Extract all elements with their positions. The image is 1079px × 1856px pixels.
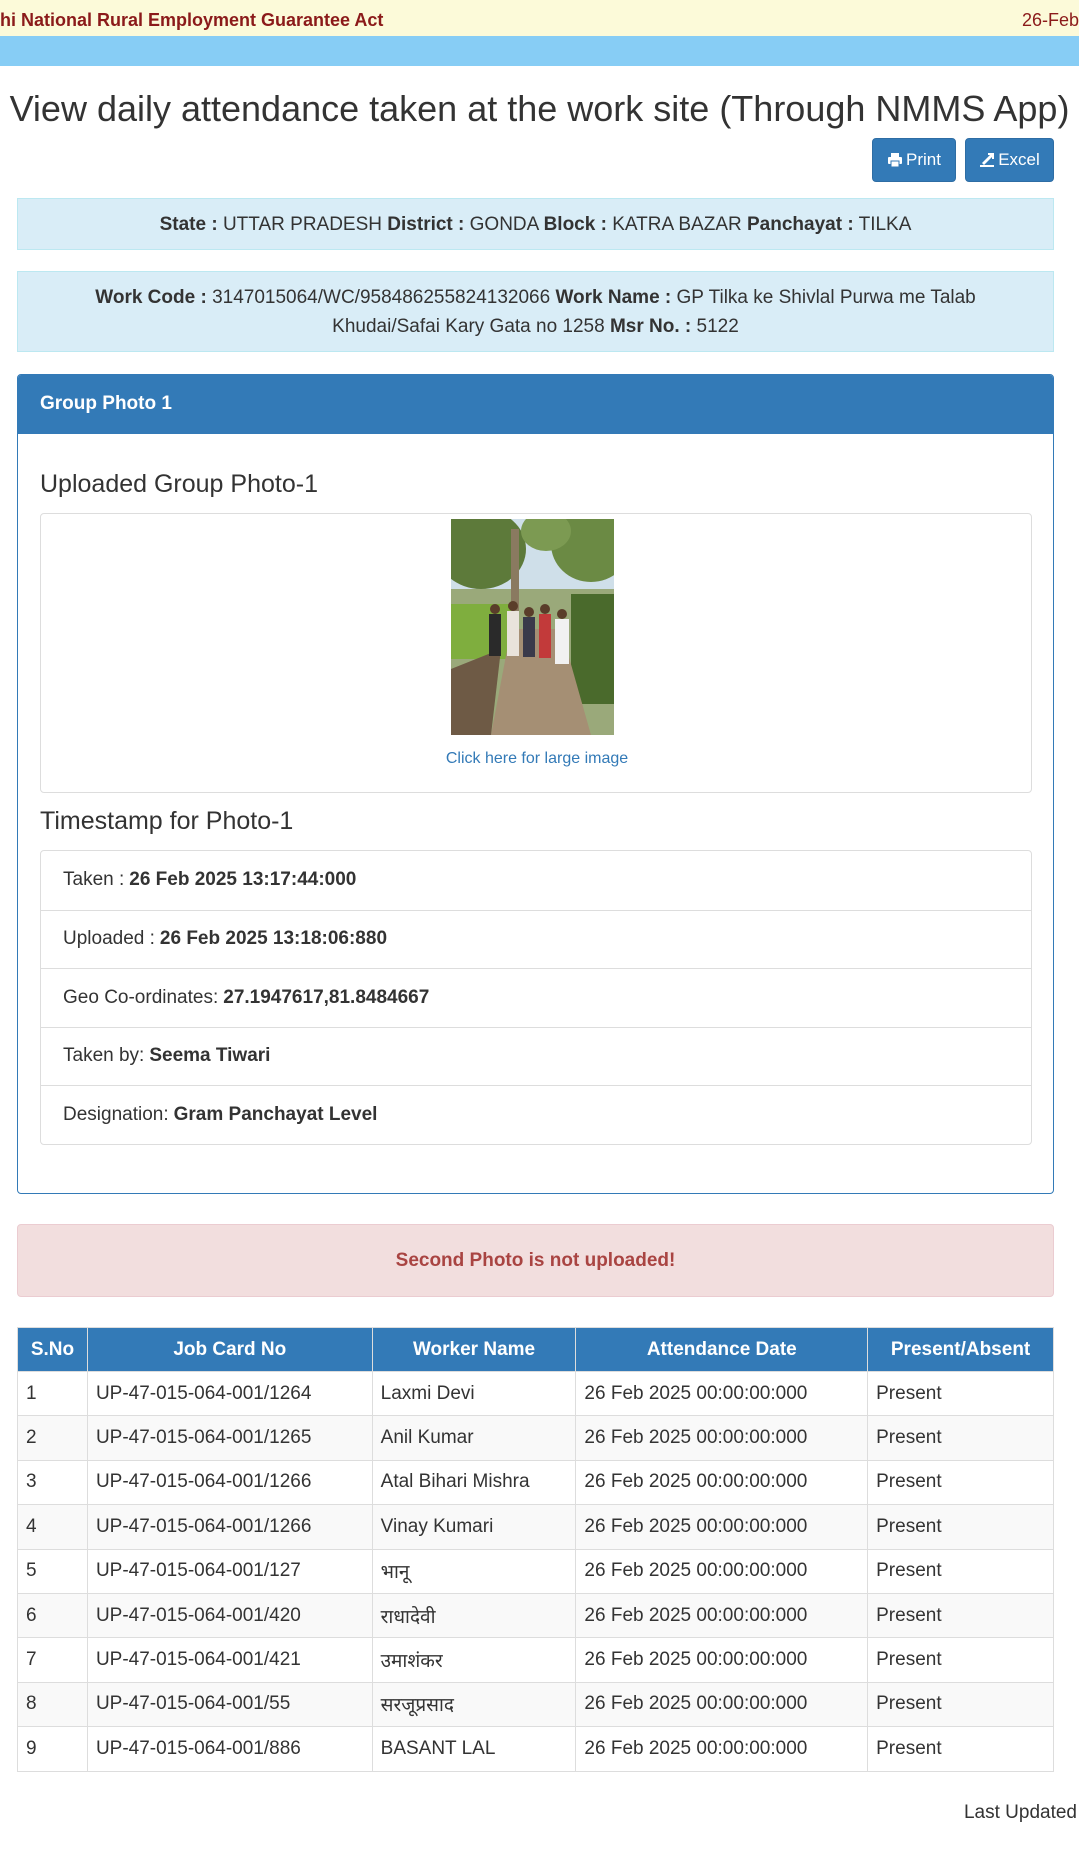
panel-heading: Group Photo 1	[18, 375, 1053, 434]
cell-status: Present	[868, 1460, 1054, 1504]
designation-label: Designation:	[63, 1103, 169, 1125]
msr-value: 5122	[696, 316, 739, 337]
last-updated: Last Updated	[963, 1802, 1077, 1823]
cell-status: Present	[868, 1505, 1054, 1549]
msr-label: Msr No. :	[609, 316, 692, 337]
cell-worker-name: Laxmi Devi	[372, 1372, 576, 1416]
export-icon	[979, 152, 995, 168]
cell-status: Present	[868, 1727, 1054, 1771]
table-row	[18, 1638, 1054, 1682]
timestamp-title: Timestamp for Photo-1	[40, 807, 294, 835]
cell-attendance-date: 26 Feb 2025 00:00:00:000	[576, 1505, 868, 1549]
cell-worker-name: सरजूप्रसाद	[372, 1682, 576, 1726]
cell-status: Present	[868, 1372, 1054, 1416]
detail-taken	[41, 851, 1031, 910]
cell-worker-name: भानू	[372, 1549, 576, 1593]
district-value: GONDA	[469, 214, 539, 235]
cell-attendance-date: 26 Feb 2025 00:00:00:000	[576, 1549, 868, 1593]
cell-status: Present	[868, 1416, 1054, 1460]
top-banner	[0, 0, 1079, 36]
detail-designation	[41, 1085, 1031, 1144]
cell-status: Present	[868, 1638, 1054, 1682]
photo-container	[40, 513, 1032, 793]
excel-button[interactable]	[965, 138, 1054, 182]
work-code-value: 3147015064/WC/958486255824132066	[212, 287, 551, 308]
table-row	[18, 1727, 1054, 1771]
state-label: State :	[159, 214, 218, 235]
cell-job-card: UP-47-015-064-001/420	[87, 1593, 372, 1637]
cell-attendance-date: 26 Feb 2025 00:00:00:000	[576, 1727, 868, 1771]
photo-details-list	[40, 850, 1032, 1145]
taken-by-label: Taken by:	[63, 1045, 145, 1067]
cell-worker-name: Atal Bihari Mishra	[372, 1460, 576, 1504]
cell-job-card: UP-47-015-064-001/421	[87, 1638, 372, 1682]
block-value: KATRA BAZAR	[612, 214, 742, 235]
table-row	[18, 1549, 1054, 1593]
cell-job-card: UP-47-015-064-001/1266	[87, 1460, 372, 1504]
cell-status: Present	[868, 1593, 1054, 1637]
cell-status: Present	[868, 1549, 1054, 1593]
cell-worker-name: Anil Kumar	[372, 1416, 576, 1460]
second-photo-alert: Second Photo is not uploaded!	[17, 1224, 1054, 1297]
cell-worker-name: Vinay Kumari	[372, 1505, 576, 1549]
col-attendance-date: Attendance Date	[576, 1328, 868, 1372]
cell-sno: 3	[18, 1460, 88, 1504]
detail-uploaded	[41, 910, 1031, 969]
table-row	[18, 1593, 1054, 1637]
act-title: hi National Rural Employment Guarantee Act	[0, 10, 384, 30]
col-worker-name: Worker Name	[372, 1328, 576, 1372]
printer-icon	[887, 152, 903, 168]
district-label: District :	[387, 214, 465, 235]
cell-sno: 6	[18, 1593, 88, 1637]
cell-attendance-date: 26 Feb 2025 00:00:00:000	[576, 1593, 868, 1637]
table-row	[18, 1682, 1054, 1726]
detail-geo	[41, 968, 1031, 1027]
group-photo-panel	[17, 374, 1054, 1194]
geo-label: Geo Co-ordinates:	[63, 986, 219, 1008]
cell-job-card: UP-47-015-064-001/886	[87, 1727, 372, 1771]
col-job-card: Job Card No	[87, 1328, 372, 1372]
group-photo[interactable]	[451, 519, 614, 735]
cell-attendance-date: 26 Feb 2025 00:00:00:000	[576, 1460, 868, 1504]
cell-sno: 9	[18, 1727, 88, 1771]
cell-worker-name: उमाशंकर	[372, 1638, 576, 1682]
table-row	[18, 1416, 1054, 1460]
table-row	[18, 1372, 1054, 1416]
cell-sno: 4	[18, 1505, 88, 1549]
col-sno: S.No	[18, 1328, 88, 1372]
uploaded-value: 26 Feb 2025 13:18:06:880	[159, 928, 388, 950]
cell-worker-name: राधादेवी	[372, 1593, 576, 1637]
cell-job-card: UP-47-015-064-001/1265	[87, 1416, 372, 1460]
page-title: View daily attendance taken at the work site (Through NMMS App)	[9, 88, 1070, 129]
cell-attendance-date: 26 Feb 2025 00:00:00:000	[576, 1372, 868, 1416]
uploaded-label: Uploaded :	[63, 928, 155, 950]
detail-taken-by	[41, 1027, 1031, 1086]
cell-job-card: UP-47-015-064-001/127	[87, 1549, 372, 1593]
cell-sno: 1	[18, 1372, 88, 1416]
table-row	[18, 1505, 1054, 1549]
taken-value: 26 Feb 2025 13:17:44:000	[129, 869, 357, 891]
excel-label: Excel	[998, 150, 1040, 169]
work-code-label: Work Code :	[95, 287, 207, 308]
header-band	[0, 36, 1079, 66]
cell-sno: 8	[18, 1682, 88, 1726]
panchayat-label: Panchayat :	[747, 214, 854, 235]
cell-job-card: UP-47-015-064-001/55	[87, 1682, 372, 1726]
cell-sno: 5	[18, 1549, 88, 1593]
work-name-label: Work Name :	[555, 287, 672, 308]
work-name-value: GP Tilka ke Shivlal Purwa me Talab Khudai/Safai Kary Gata no 1258	[332, 287, 976, 337]
block-label: Block :	[543, 214, 607, 235]
state-value: UTTAR PRADESH	[222, 214, 383, 235]
designation-value: Gram Panchayat Level	[173, 1103, 378, 1125]
col-present-absent: Present/Absent	[868, 1328, 1054, 1372]
location-info	[17, 198, 1054, 250]
cell-attendance-date: 26 Feb 2025 00:00:00:000	[576, 1416, 868, 1460]
cell-worker-name: BASANT LAL	[372, 1727, 576, 1771]
cell-sno: 7	[18, 1638, 88, 1682]
panchayat-value: TILKA	[858, 214, 912, 235]
taken-label: Taken :	[63, 869, 125, 891]
large-image-link[interactable]: Click here for large image	[445, 750, 629, 767]
table-header-row	[18, 1328, 1054, 1372]
print-button[interactable]	[872, 138, 956, 182]
attendance-table	[17, 1327, 1054, 1772]
work-info	[17, 271, 1054, 352]
cell-sno: 2	[18, 1416, 88, 1460]
taken-by-value: Seema Tiwari	[149, 1045, 271, 1067]
cell-attendance-date: 26 Feb 2025 00:00:00:000	[576, 1638, 868, 1682]
geo-value: 27.1947617,81.8484667	[223, 986, 430, 1008]
print-label: Print	[906, 150, 941, 169]
table-row	[18, 1460, 1054, 1504]
banner-date: 26-Feb	[1021, 10, 1079, 30]
cell-job-card: UP-47-015-064-001/1264	[87, 1372, 372, 1416]
cell-job-card: UP-47-015-064-001/1266	[87, 1505, 372, 1549]
uploaded-photo-title: Uploaded Group Photo-1	[40, 470, 318, 498]
cell-attendance-date: 26 Feb 2025 00:00:00:000	[576, 1682, 868, 1726]
cell-status: Present	[868, 1682, 1054, 1726]
